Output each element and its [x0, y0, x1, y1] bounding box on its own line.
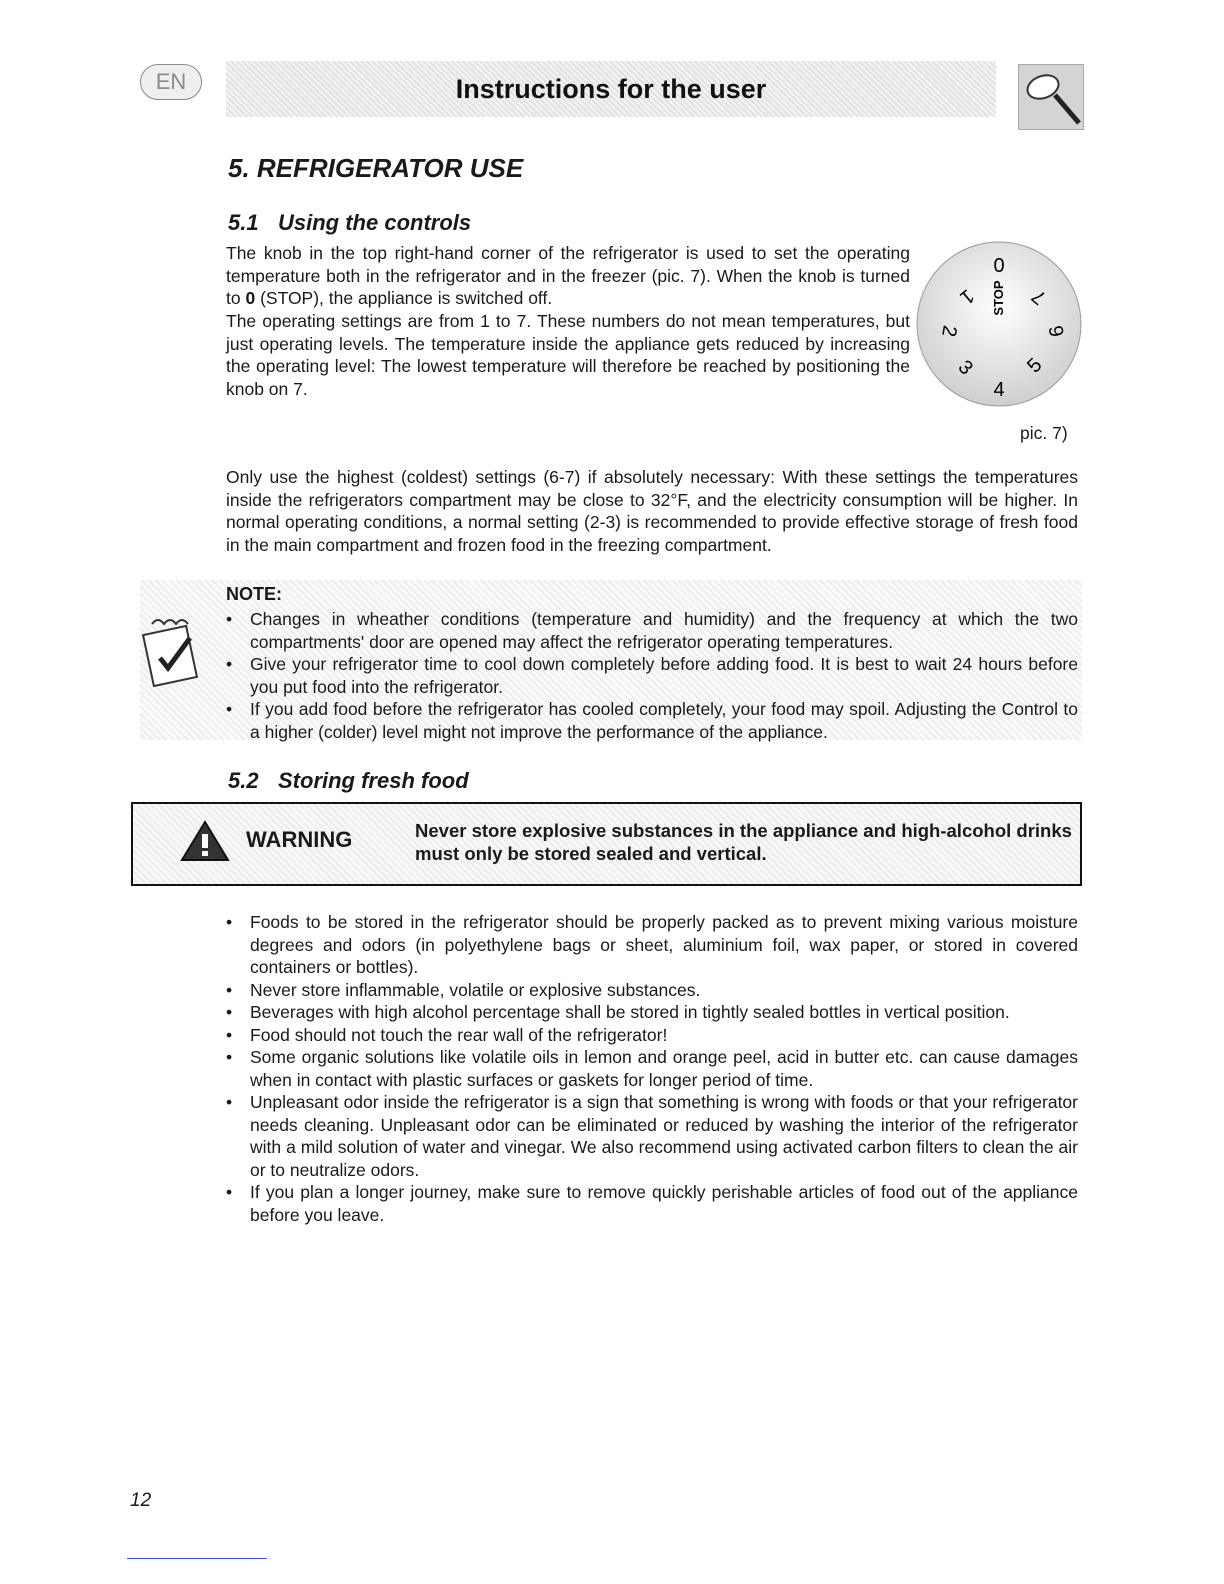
thermostat-knob-picture [915, 240, 1083, 408]
note-title: NOTE: [226, 584, 282, 604]
pic-caption: pic. 7) [1020, 423, 1068, 443]
controls-paragraph-2: The operating settings are from 1 to 7. These numbers do not mean temperatures, but just operating levels. The temperature inside the appliance gets reduced by increasing the operating level: The lowest temperature will therefore be reached by positioning the knob on 7. [226, 311, 910, 399]
list-item: • Some organic solutions like volatile oils in lemon and orange peel, acid in butter etc. can cause damages when in contact with plastic surfaces or gaskets for longer period of time. [226, 1046, 1078, 1091]
controls-paragraph-1 [226, 242, 910, 310]
text-run: (STOP), the appliance is switched off. [255, 288, 553, 308]
warning-text: Never store explosive substances in the appliance and high-alcohol drinks must only be stored sealed and vertical. [415, 820, 1072, 864]
subsection-heading-storing [228, 768, 469, 794]
knob-label-6: 6 [1045, 323, 1069, 339]
language-label: EN [155, 69, 187, 94]
list-item: • Food should not touch the rear wall of the refrigerator! [226, 1024, 1078, 1047]
section-title: 5. REFRIGERATOR USE [228, 153, 524, 183]
notepad-pencil-icon [140, 610, 210, 690]
storage-tips-list [226, 911, 1078, 1226]
header-bar [226, 61, 996, 117]
note-item: • Changes in wheather conditions (temperature and humidity) and the frequency at which the two compartments' door are opened may affect the refrigerator operating temperatures. [226, 608, 1078, 653]
note-list [226, 608, 1078, 743]
warning-label: WARNING [246, 827, 353, 852]
subsection-title: Using the controls [278, 210, 472, 235]
knob-label-2: 2 [937, 323, 961, 339]
list-item: • Unpleasant odor inside the refrigerator is a sign that something is wrong with foods or that your refrigerator needs cleaning. Unpleasant odor can be eliminated or reduced by washing the interior of the refrigerator with a mild solution of water and vinegar. We also recommend using activated carbon filters to clean the air or to neutralize odors. [226, 1091, 1078, 1181]
subsection-number: 5.2 [228, 768, 259, 793]
knob-label-1: 1 [955, 284, 979, 309]
knob-label-stop: STOP [991, 280, 1006, 316]
list-item: • If you plan a longer journey, make sure to remove quickly perishable articles of food out of the appliance before you leave. [226, 1181, 1078, 1226]
subsection-heading-controls [228, 210, 471, 236]
chef-spoon-icon [1018, 64, 1084, 130]
knob-label-4: 4 [993, 379, 1005, 401]
subsection-number: 5.1 [228, 210, 259, 235]
list-item: • Foods to be stored in the refrigerator should be properly packed as to prevent mixing various moisture degrees and odors (in polyethylene bags or sheet, aluminium foil, wax paper, or stored in covered containers or bottles). [226, 911, 1078, 979]
footer-rule [127, 1558, 267, 1559]
header-title: Instructions for the user [455, 73, 767, 104]
text-run: The knob in the top right-hand corner of the refrigerator is used to set the operating temperature both in the refrigerator and in the freezer (pic. 7). When the knob is turned to [226, 243, 910, 308]
list-item: • Beverages with high alcohol percentage shall be stored in tightly sealed bottles in vertical position. [226, 1001, 1078, 1024]
warning-triangle-icon [180, 820, 230, 862]
language-badge [140, 64, 202, 100]
knob-label-7: 7 [1027, 284, 1051, 309]
stop-setting-bold: 0 [245, 288, 256, 308]
note-item: • If you add food before the refrigerator has cooled completely, your food may spoil. Adjusting the Control to a higher (colder) level might not improve the performance of the appliance. [226, 698, 1078, 743]
knob-label-0: 0 [993, 255, 1005, 277]
knob-label-3: 3 [953, 356, 977, 380]
subsection-title: Storing fresh food [278, 768, 469, 793]
note-item: • Give your refrigerator time to cool down completely before adding food. It is best to wait 24 hours before you put food into the refrigerator. [226, 653, 1078, 698]
list-item: • Never store inflammable, volatile or explosive substances. [226, 979, 1078, 1002]
page-number: 12 [130, 1490, 152, 1511]
knob-label-5: 5 [1023, 354, 1047, 378]
controls-paragraph-3: Only use the highest (coldest) settings (6-7) if absolutely necessary: With these settings the temperatures inside the refrigerators compartment may be close to 32°F, and the electricity consumption will be higher. In normal operating conditions, a normal setting (2-3) is recommended to provide effective storage of fresh food in the main compartment and frozen food in the freezing compartment. [226, 467, 1078, 555]
